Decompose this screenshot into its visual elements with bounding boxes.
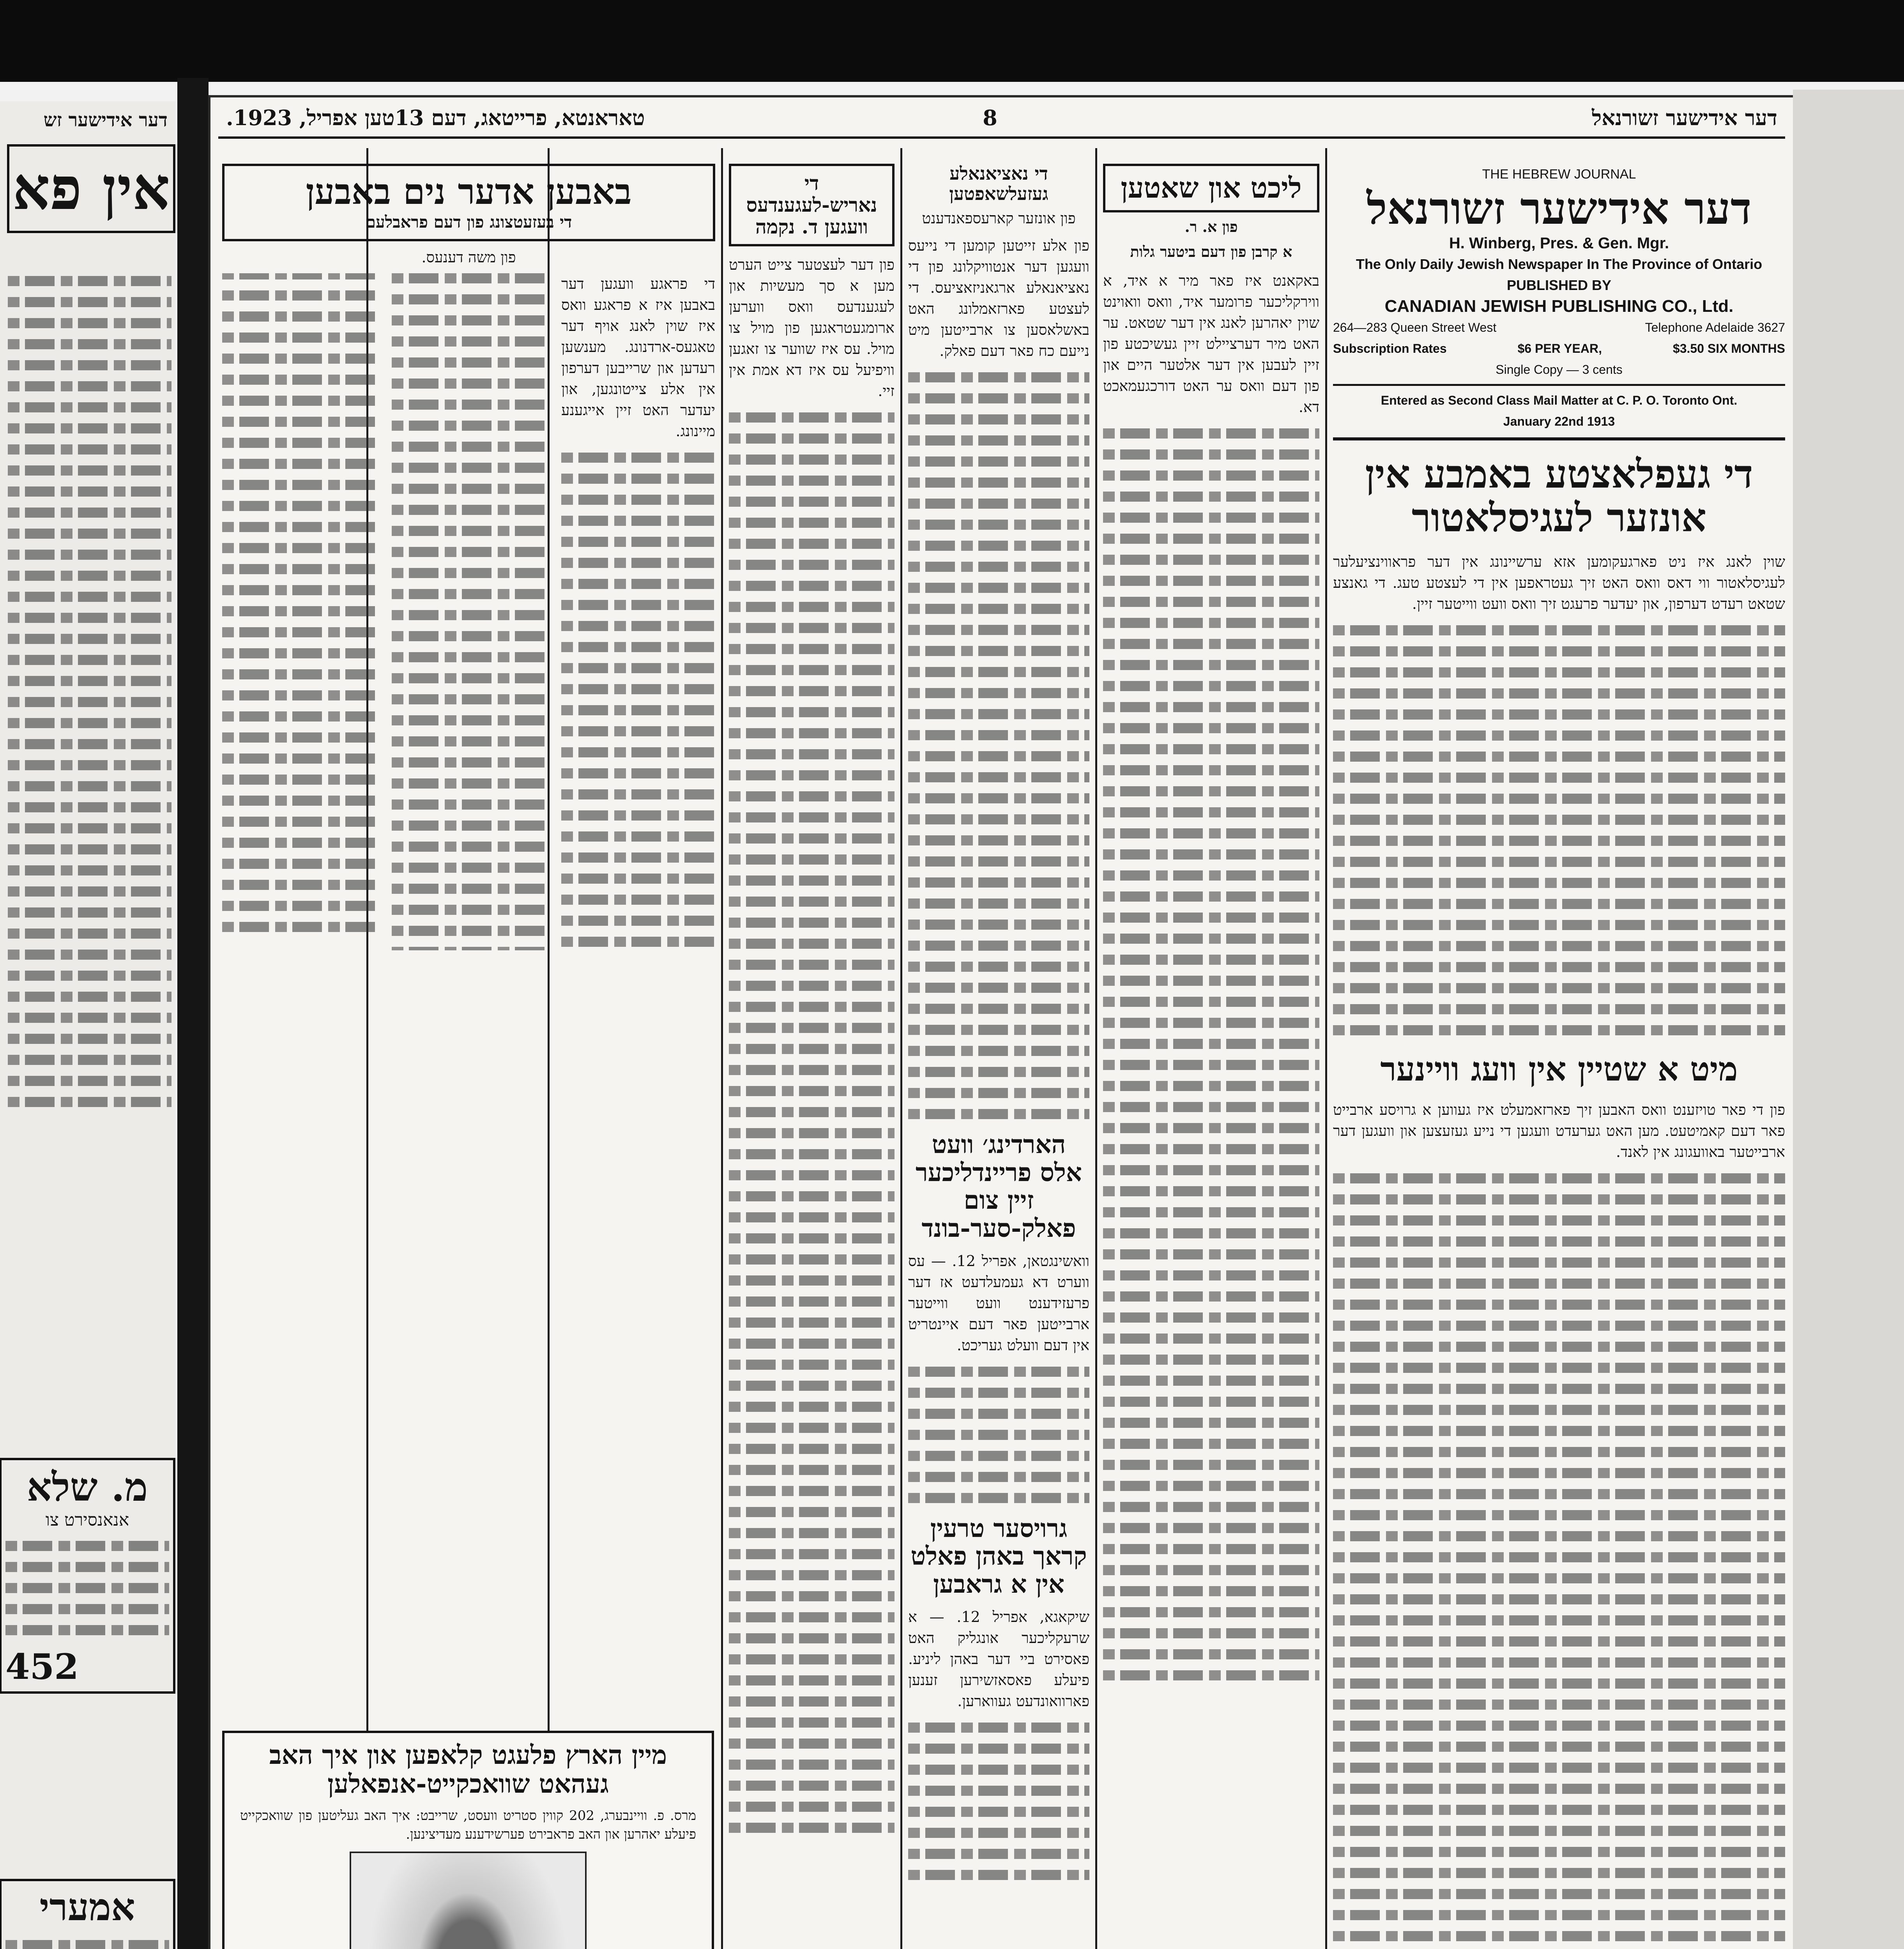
page-number: 8 — [983, 105, 997, 130]
ad-illustration — [350, 1852, 587, 1949]
legend-column — [729, 164, 895, 1949]
paper-name-folio: דער אידישער זשורנאל — [1591, 105, 1777, 130]
bathing-body: די פראגע וועגען דער באבען איז א פראגע וואס איז שוין לאנג אויף דער טאגעס-ארדנונג. מענשען רעדען און שרייבען דערפון אין אלע צייטונגען, און יעדער האט זיין אייגענע מיינונג. — [561, 275, 715, 440]
masthead-publisher: H. Winberg, Pres. & Gen. Mgr. — [1449, 235, 1669, 252]
newspaper-page — [210, 97, 1793, 1949]
prev-page-ad-name: מ. שלא — [27, 1464, 148, 1510]
stone-article-body: פון די פאר טויזענט וואס האבען זיך פארזאמעלט איז געווען א גרויסע ארבייט פאר דעם קאמיטעט. מען האט גערעדט וועגען די נייע געזעצען און וועגען דער ארבייטער באוועגונג אין לאנד. — [1333, 1101, 1785, 1161]
tzioni-body: פון אלע זייטען קומען די נייעס וועגען דער אנטוויקלונג פון די נאציאנאלע ארגאניזאציעס. די לעצטע פארזאמלונג האט באשלאסען צו ארבייטען מיט נייעם כח פאר דעם פאלק. — [908, 237, 1089, 360]
bathing-article — [222, 164, 715, 1684]
masthead-company: CANADIAN JEWISH PUBLISHING CO., Ltd. — [1384, 297, 1734, 316]
ad-headline: מיין הארץ פלעגט קלאפען און איך האב געהאט שוואכקייט-אנפאלען — [269, 1740, 667, 1799]
editorial-body: שוין לאנג איז ניט פארגעקומען אזא ערשיינונג אין דער פראווינציעלער לעגיסלאטור ווי דאס וואס האט זיך געטראפען אין די לעצטע טעג. די גאנצע שטאט רעדט דערפון, און יעדער פרעגט זיך וואס וועט ווייטער זיין. — [1333, 553, 1785, 613]
masthead-english-small: THE HEBREW JOURNAL — [1482, 167, 1636, 182]
legend-headline: די נאריש-לעגענדעס וועגען ד. נקמה — [729, 164, 895, 246]
prev-page-ad-line: אנאנסירט צו — [45, 1510, 129, 1530]
bathing-subhead: די בעזעטצונג פון דעם פראבלעם — [365, 212, 572, 232]
masthead-published-by: PUBLISHED BY — [1506, 277, 1612, 294]
column-rule — [721, 148, 723, 1949]
masthead-entered: Entered as Second Class Mail Matter at C. P. O. Toronto Ont. — [1381, 393, 1738, 408]
masthead-telephone: Telephone Adelaide 3627 — [1645, 320, 1785, 335]
bathing-headline: באבען אדער נים באבען — [306, 171, 632, 212]
stone-article-headline: מיט א שטיין אין וועג וויינער — [1380, 1050, 1738, 1089]
news-column — [908, 164, 1089, 1949]
prev-page-bottom-ad-title: אמערי — [39, 1885, 135, 1929]
column-rule — [900, 148, 902, 1949]
masthead-subscription-label: Subscription Rates — [1333, 341, 1447, 356]
ad-body: מרס. פ. וויינבערג, 202 קווין סטריט וועסט, שרייבט: איך האב געליטען פון שוואכקייט פיעלע יאהרען און האב פראבירט פערשידענע מעדיצינען. — [240, 1808, 696, 1842]
masthead-tagline: The Only Daily Jewish Newspaper In The Province of Ontario — [1356, 256, 1763, 272]
masthead-rates-row — [1333, 338, 1785, 359]
film-edge-right — [1793, 90, 1904, 1949]
legend-body: פון דער לעצטער צייט הערט מען א סך מעשיות און לעגענדעס וואס ווערען ארומגעטראגען פון מויל צו מויל. עס איז שווער צו זאגען וויפיעל עס איז דא אמת אין זיי. — [729, 256, 895, 400]
prev-page-folio: דער אידישער זש — [43, 109, 168, 131]
column-rule — [1095, 148, 1097, 1949]
column-rule — [1325, 148, 1327, 1949]
previous-page-fragment — [0, 101, 175, 1949]
light-shadow-body: באקאנט איז פאר מיר א איד, א ווירקליכער פרומער איד, וואס וואוינט שוין יאהרען לאנג אין דער שטאט. ער האט מיר דערציילט זיין געשיכטע פון זיין לעבען אין דער אלטער היים און פון דעם וואס ער האט דורכגעמאכט דא. — [1103, 272, 1319, 416]
header-rule — [218, 136, 1785, 139]
editorial-headline: די געפלאצטע באמבע אין אונזער לעגיסלאטור — [1365, 451, 1753, 541]
tzioni-subhead: פון אונזער קארעספאנדענט — [922, 210, 1076, 227]
light-shadow-headline: ליכט און שאטען — [1103, 164, 1319, 212]
harding-body: וואשינגטאן, אפריל 12. — עס ווערט דא געמעלדעט אז דער פרעזידענט וועט ווייטער ארבייטען פאר דעם איינטריט אין דעם וועלט געריכט. — [908, 1252, 1089, 1354]
masthead-rule — [1333, 384, 1785, 386]
light-and-shadow-column — [1103, 164, 1319, 1949]
prev-page-phone: 452 — [5, 1646, 79, 1687]
bathing-byline: פון משה דענעס. — [421, 248, 516, 266]
prev-page-ad — [0, 1458, 175, 1694]
train-body: שיקאגא, אפריל 12. — א שרעקליכער אונגליק האט פאסירט ביי דער באהן ליניע. פיעלע פאסאזשירען זענען פארוואונדעט געווארען. — [908, 1608, 1089, 1710]
masthead-six-months: $3.50 SIX MONTHS — [1672, 341, 1785, 356]
masthead-date: January 22nd 1913 — [1503, 414, 1615, 429]
masthead-per-year: $6 PER YEAR, — [1517, 341, 1602, 356]
masthead-title: דער אידישער זשורנאל — [1367, 183, 1752, 234]
date-folio: טאראנטא, פרייטאג, דעם 13טען אפריל, 1923. — [226, 105, 645, 130]
masthead-address: 264—283 Queen Street West — [1333, 320, 1497, 335]
light-shadow-byline: פון א. ר. — [1184, 218, 1238, 235]
light-shadow-subhead: א קרבן פון דעם ביטער גלות — [1130, 242, 1292, 260]
masthead-single-copy: Single Copy — 3 cents — [1496, 363, 1623, 377]
prev-page-text — [8, 265, 171, 1118]
film-gutter-left — [177, 78, 209, 1949]
heart-remedy-ad — [222, 1731, 714, 1949]
bathing-headline-box — [222, 164, 715, 241]
harding-headline: הארדינג׳ וועט אלס פריינדליכער זיין צום פאלק-סער-בונד — [916, 1130, 1082, 1243]
prev-page-bottom-ad — [0, 1879, 175, 1949]
masthead-rule-bottom — [1333, 437, 1785, 440]
train-headline: גרויסער טרעין קראך באהן פאלט אין א גראבען — [910, 1514, 1087, 1599]
bathing-body-columns — [222, 273, 715, 950]
tzioni-headline: די נאציאנאלע געזעלשאפטען — [949, 164, 1048, 204]
prev-page-headline: אין פא — [7, 144, 175, 233]
masthead-address-row — [1333, 317, 1785, 338]
film-border-top — [0, 0, 1904, 82]
editorial-column — [1333, 164, 1785, 1949]
